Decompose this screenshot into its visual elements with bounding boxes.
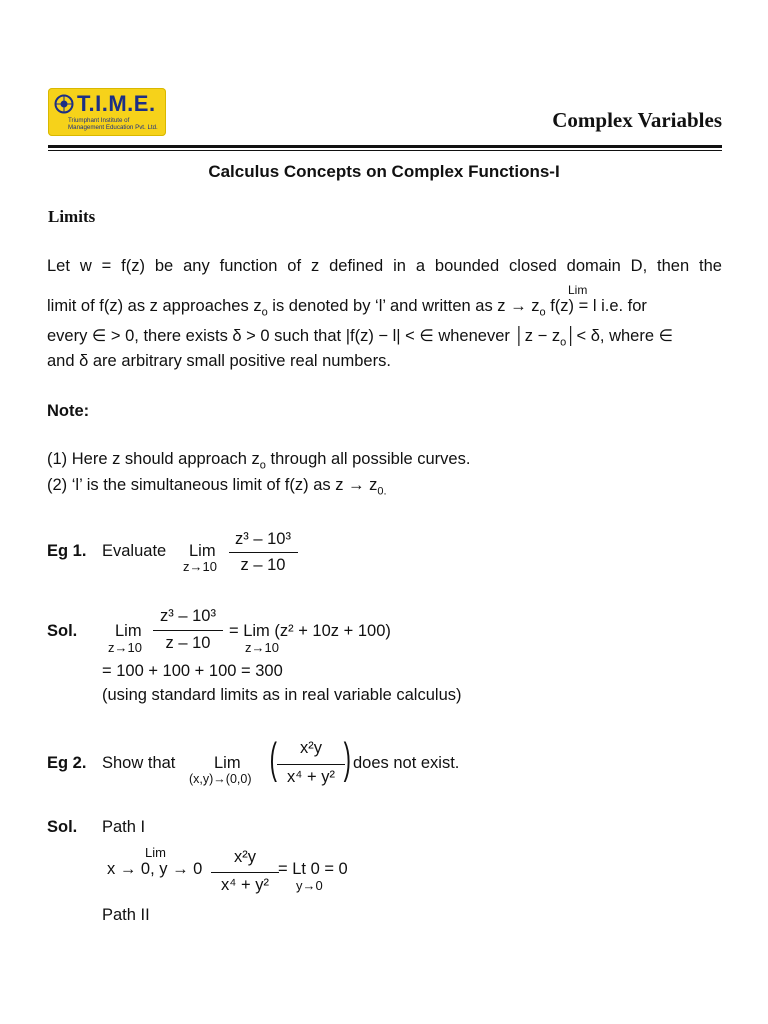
eg2-paren-right: )	[343, 734, 351, 783]
eg2-text: Show that	[102, 754, 176, 772]
page-title: Calculus Concepts on Complex Functions-I	[208, 162, 560, 181]
sol1-fraction-bar	[153, 630, 223, 631]
para-line-2: limit of f(z) as z approaches $z_o$ is denoted by ‘l’ and written as $z \to z_o$ f(z) = l i.e. for	[47, 297, 647, 319]
note-2: (2) ‘l’ is the simultaneous limit of f(z) as $z \to z_{0.}$	[47, 476, 387, 498]
sol1-lim-sub-2: z→10	[245, 640, 279, 655]
sol2-path-1: Path I	[102, 818, 146, 836]
eg1-label: Eg 1.	[47, 542, 87, 560]
sol2-lim: Lim	[145, 845, 166, 860]
sol1-equation: = Lim (z² + 10z + 100)	[229, 622, 391, 640]
eg1-lim: Lim	[189, 542, 216, 560]
sol1-denominator: z – 10	[165, 634, 211, 652]
logo-subtitle: Triumphant Institute of Management Education Pvt. Ltd.	[68, 117, 158, 131]
eg2-tail: does not exist.	[353, 754, 460, 772]
sol1-lim: Lim	[115, 622, 142, 640]
sol2-fraction-bar	[211, 872, 279, 873]
header-rule-thick	[48, 145, 722, 148]
para-line-4: and δ are arbitrary small positive real numbers.	[47, 352, 391, 370]
section-heading: Limits	[48, 207, 96, 226]
sol2-label: Sol.	[47, 818, 78, 836]
eg2-lim: Lim	[214, 754, 241, 772]
para-line-3: every ∈ > 0, there exists δ > 0 such that |f(z) − l| < ∈ whenever │z − $z_o│< \delta$, where ∈	[47, 327, 673, 349]
logo	[48, 88, 166, 136]
sol1-note: (using standard limits as in real variable calculus)	[102, 686, 462, 704]
sol2-lt-sub: y→0	[296, 878, 323, 893]
logo-emblem-icon	[54, 94, 74, 114]
eg2-label: Eg 2.	[47, 754, 87, 772]
eg2-fraction-bar	[277, 764, 345, 765]
note-label: Note:	[47, 402, 90, 420]
header-rule-thin	[48, 150, 722, 151]
sol2-denominator: x⁴ + y²	[221, 876, 269, 894]
eg1-lim-sub: z→10	[183, 559, 217, 574]
eg2-lim-sub: (x,y)→(0,0)	[189, 772, 252, 786]
eg1-fraction-bar	[229, 552, 298, 553]
sol2-equation: = Lt 0 = 0	[278, 860, 348, 878]
eg1-denominator: z – 10	[240, 556, 286, 574]
eg2-numerator: x²y	[300, 739, 322, 757]
sol1-label: Sol.	[47, 622, 78, 640]
eg2-denominator: x⁴ + y²	[287, 768, 335, 786]
sol1-result: = 100 + 100 + 100 = 300	[102, 662, 283, 680]
note-1: (1) Here z should approach $z_o$ through all possible curves.	[47, 450, 471, 472]
lim-label: Lim	[568, 283, 588, 297]
para-line-1: Let w = f(z) be any function of z defined in a bounded closed domain D, then the	[47, 257, 722, 275]
sol1-lim-sub: z→10	[108, 640, 142, 655]
sol2-condition: x → 0, y → 0	[107, 860, 203, 878]
eg2-paren-left: (	[269, 734, 277, 783]
eg1-text: Evaluate	[102, 542, 167, 560]
logo-text: T.I.M.E.	[77, 91, 156, 116]
sol2-path-2: Path II	[102, 906, 150, 924]
eg1-numerator: z³ – 10³	[235, 530, 291, 548]
sol1-numerator: z³ – 10³	[160, 607, 216, 625]
course-title: Complex Variables	[552, 108, 722, 132]
sol2-numerator: x²y	[234, 848, 256, 866]
